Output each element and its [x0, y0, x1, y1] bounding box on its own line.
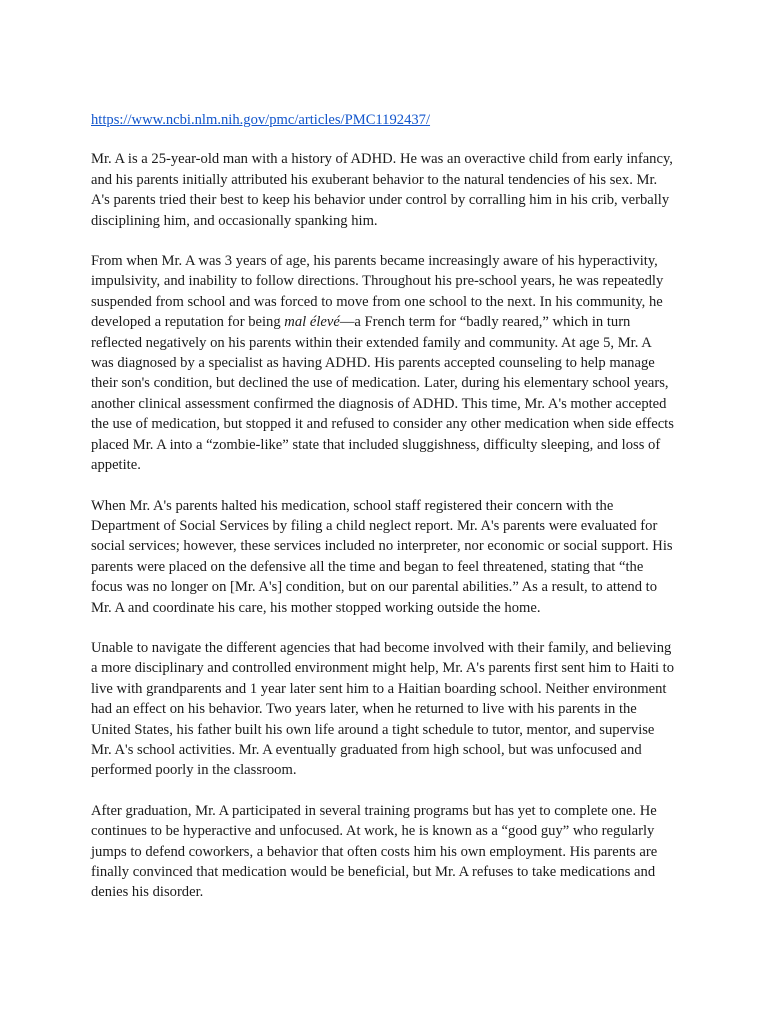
italic-term: mal élevé [284, 314, 340, 331]
paragraph-2-end: —a French term for “badly reared,” which in turn reflected negatively on his parents within their extended family and community. At age 5, Mr. A was diagnosed by a specialist as having ADHD. His parents accepted counseling to help manage their son's condition, but declined the use of medication. Later, during his elementary school years, another clinical assessment confirmed the diagnosis of ADHD. This time, Mr. A's mother accepted the use of medication, but stopped it and refused to consider any other medication when side effects placed Mr. A into a “zombie-like” state that included sluggishness, difficulty sleeping, and loss of appetite. [91, 314, 674, 474]
paragraph-4: Unable to navigate the different agencies that had become involved with their family, and believing a more disciplinary and controlled environment might help, Mr. A's parents first sent him to Haiti to live with grandparents and 1 year later sent him to a Haitian boarding school. Neither environment had an effect on his behavior. Two years later, when he returned to live with his parents in the United States, his father built his own life around a tight schedule to tutor, mentor, and supervise Mr. A's school activities. Mr. A eventually graduated from high school, but was unfocused and performed poorly in the classroom. [91, 639, 675, 779]
paragraph-5: After graduation, Mr. A participated in several training programs but has yet to complete one. He continues to be hyperactive and unfocused. At work, he is known as a “good guy” who regularly jumps to defend coworkers, a behavior that often costs him his own employment. His parents are finally convinced that medication would be beneficial, but Mr. A refuses to take medications and denies his disorder. [91, 802, 658, 901]
paragraph-1: Mr. A is a 25-year-old man with a history of ADHD. He was an overactive child from early infancy, and his parents initially attributed his exuberant behavior to the natural tendencies of his sex. Mr. A's parents tried their best to keep his behavior under control by corralling him in his crib, verbally disciplining him, and occasionally spanking him. [91, 151, 673, 229]
document-page [91, 110, 677, 923]
paragraph-3: When Mr. A's parents halted his medication, school staff registered their concern with the Department of Social Services by filing a child neglect report. Mr. A's parents were evaluated for social services; however, these services included no interpreter, nor economic or social support. His parents were placed on the defensive all the time and began to feel threatened, stating that “the focus was no longer on [Mr. A's] condition, but on our parental abilities.” As a result, to attend to Mr. A and coordinate his care, his mother stopped working outside the home. [91, 497, 673, 616]
paragraph-2-start: From when Mr. A was 3 years of age, his parents became increasingly aware of his hyperactivity, impulsivity, and inability to follow directions. Throughout his pre-school years, he was repeatedly suspended from school and was forced to move from one school to the next. In his community, he developed a reputation for being [91, 253, 664, 331]
source-link[interactable]: https://www.ncbi.nlm.nih.gov/pmc/articles/PMC1192437/ [91, 112, 431, 128]
paragraph-2 [91, 251, 677, 475]
